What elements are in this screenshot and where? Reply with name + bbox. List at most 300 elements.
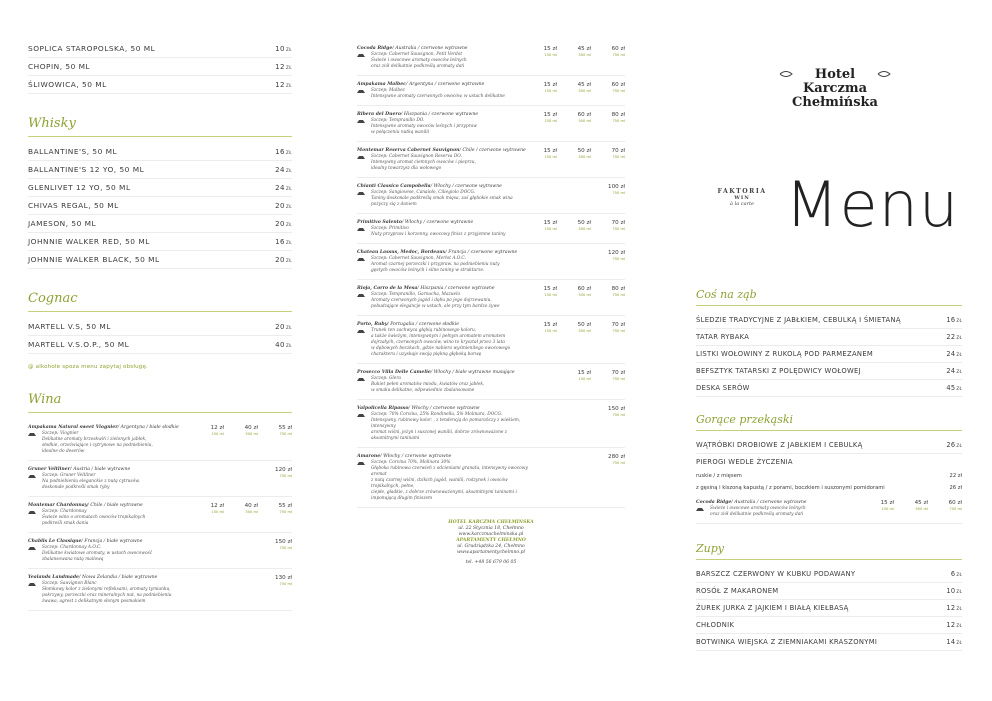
logo-name: Karczma Chełmińska [792, 81, 878, 110]
menu-item [28, 318, 292, 336]
cognac-list [28, 318, 292, 354]
wine-price-unit: 750 ml [279, 474, 292, 478]
wine-detail: Intensywne aromaty czerwonych owoców, w ustach delikatne [371, 94, 505, 99]
wine-detail: w połączeniu nutką wanilii [371, 130, 430, 135]
wine-item [357, 316, 625, 364]
wine-item [357, 448, 625, 508]
hotel-logo [760, 68, 910, 110]
wine-price-unit: 750 ml [612, 461, 625, 465]
wine-origin: / Austria / białe wytrawne [70, 467, 131, 472]
wine-price-unit: 750 ml [612, 413, 625, 417]
footer-hotel-name: HOTEL KARCZMA CHEŁMIŃSKA [448, 520, 534, 525]
wine-price-value: 40 zł [244, 503, 258, 509]
wine-price [597, 454, 625, 466]
wine-description [28, 503, 202, 527]
wine-price-value: 120 zł [275, 467, 292, 473]
menu-item-price [946, 604, 962, 612]
menu-item [696, 617, 962, 634]
cos-na-zab-title: Coś na ząb [696, 288, 962, 306]
wine-detail: Szczep: Chardonnay [28, 509, 202, 515]
wine-detail: słodkie, orzeźwiające i cytrynowe na podniebieniu, [42, 443, 153, 448]
wine-price-value: 120 zł [608, 250, 625, 256]
menu-item-name: DESKA SERÓW [696, 384, 750, 392]
wine-origin: / Chile / czerwone wytrawne [459, 148, 526, 153]
wine-price [535, 46, 557, 58]
wine-prices [535, 148, 625, 172]
wine-price [900, 500, 928, 512]
price-currency: ZŁ [956, 640, 962, 645]
wine-detail: pokrzywy, porzeczki oraz mineralnych nut, na podniebieniu [42, 593, 172, 598]
grape-icon [357, 191, 365, 195]
wine-price [535, 220, 557, 232]
wine-origin: / Włochy / czerwone wytrawne [408, 406, 480, 411]
wine-price-value: 50 zł [577, 220, 591, 226]
menu-item [28, 143, 292, 161]
wine-price-unit: 500 ml [578, 53, 591, 57]
wine-price-value: 150 zł [608, 406, 625, 412]
gorace-list [696, 437, 962, 454]
wine-price-value: 15 zł [880, 500, 894, 506]
wine-detail: gęstych owoców leśnych i silne taniny w strukturze. [371, 268, 485, 273]
wine-name: Porto, Ruby [357, 322, 388, 327]
price-currency: ZŁ [956, 589, 962, 594]
wine-price-unit: 750 ml [612, 257, 625, 261]
price-currency: ZŁ [286, 186, 292, 191]
price-currency: ZŁ [286, 240, 292, 245]
wine-price-value: 15 zł [577, 370, 591, 376]
win-text: WIN [734, 195, 750, 201]
wine-price-unit: 150 ml [578, 377, 591, 381]
wine-price-unit: 500 ml [578, 293, 591, 297]
menu-item-name: BOTWINKA WIEJSKA Z ZIEMNIAKAMI KRASZONYMI [696, 638, 878, 646]
price-currency: ZŁ [286, 343, 292, 348]
wine-price [597, 220, 625, 232]
grape-icon [357, 293, 365, 297]
menu-item [696, 583, 962, 600]
grape-icon [357, 257, 365, 261]
grape-icon [28, 474, 36, 478]
wine-price-value: 15 zł [543, 286, 557, 292]
wine-prices [535, 286, 625, 310]
wine-detail: Intensywny, rubinowy kolor. , z tendencją do pomarańczy z wiekiem, intensywny [371, 418, 521, 429]
wine-origin: / Chile / białe wytrawne [87, 503, 143, 508]
grape-icon [357, 227, 365, 231]
column-red-wines [357, 40, 625, 566]
wine-name: Primitivo Salento [357, 220, 402, 225]
wine-price-unit: 750 ml [612, 191, 625, 195]
menu-item-price [275, 256, 292, 264]
logo-hotel: Hotel [814, 67, 856, 82]
pierogi-options [696, 470, 962, 494]
grape-icon [357, 155, 365, 159]
price-value: 12 [946, 621, 956, 629]
menu-item-price [275, 202, 292, 210]
wine-description [28, 575, 202, 605]
wine-price-unit: 500 ml [578, 329, 591, 333]
wine-detail: Świeże wino o aromatach owoców tropikalnych [42, 515, 146, 520]
menu-item [28, 197, 292, 215]
wine-prices [202, 425, 292, 455]
footer-hotel-address: ul. 22 Stycznia 18, Chełmno [458, 526, 524, 531]
wine-detail: Delikatne kwiatowe aromaty, w ustach owocowość [42, 551, 153, 556]
wine-name: Montemar Reserva Cabernet Sauvignon [357, 148, 460, 153]
column-food [696, 288, 962, 651]
wine-detail: idealne do deserów [42, 449, 85, 454]
wine-price-unit: 150 ml [544, 227, 557, 231]
menu-item-price [275, 323, 292, 331]
wine-name: Prosecco Villa Delle Camelie [357, 370, 431, 375]
menu-item [696, 346, 962, 363]
pierogi-option [696, 470, 962, 482]
wine-detail: Intensywne aromaty owoców leśnych i przypraw [371, 124, 477, 129]
wine-price [872, 500, 894, 512]
menu-item [28, 215, 292, 233]
wine-price [535, 286, 557, 298]
wine-name: Cocoda Ridge [696, 500, 732, 505]
wine-price-value: 15 zł [543, 82, 557, 88]
wine-price-value: 60 zł [611, 46, 625, 52]
wine-price-value: 12 zł [210, 425, 224, 431]
price-currency: ZŁ [956, 352, 962, 357]
wine-price [202, 425, 224, 437]
wine-origin: / Portugalia / czerwone słodkie [387, 322, 460, 327]
wine-detail: zbalansowana nutą mailową [42, 557, 104, 562]
wine-price-unit: 500 ml [245, 510, 258, 514]
wine-item [357, 400, 625, 448]
wine-detail: pobudzające elegancje w ustach, ale przy tym bardzo żywe [371, 304, 500, 309]
price-value: 20 [275, 256, 285, 264]
wine-price-value: 60 zł [577, 112, 591, 118]
wine-price-unit: 750 ml [949, 507, 962, 511]
wine-price [535, 112, 557, 124]
menu-item-price [946, 621, 962, 629]
wine-price-value: 80 zł [611, 112, 625, 118]
grape-icon [28, 510, 36, 514]
wine-price-value: 60 zł [611, 82, 625, 88]
wine-price-value: 70 zł [611, 148, 625, 154]
menu-item-name: WĄTRÓBKI DROBIOWE Z JABŁKIEM I CEBULKĄ [696, 441, 863, 449]
wina-list [28, 419, 292, 611]
menu-item [28, 58, 292, 76]
price-value: 14 [946, 638, 956, 646]
wine-price-unit: 750 ml [279, 510, 292, 514]
column-spirits [28, 40, 292, 611]
menu-item-price [275, 184, 292, 192]
grape-icon [696, 507, 704, 511]
menu-item [696, 380, 962, 397]
price-value: 16 [946, 316, 956, 324]
wine-price-value: 280 zł [608, 454, 625, 460]
wine-prices [202, 467, 292, 491]
wine-price-unit: 500 ml [578, 119, 591, 123]
price-value: 16 [275, 148, 285, 156]
price-currency: ZŁ [286, 168, 292, 173]
wine-price [264, 467, 292, 479]
wine-detail: Szczep: Corvina 70%, Molinara 30% [357, 460, 535, 466]
pierogi-option-name: z gęsiną i kiszoną kapustą / z porami, boczkiem i suszonymi pomidorami [696, 485, 885, 491]
price-currency: ZŁ [286, 204, 292, 209]
wine-price-unit: 750 ml [612, 227, 625, 231]
menu-item-price [951, 570, 962, 578]
wine-price-unit: 750 ml [279, 432, 292, 436]
wine-origin: / Włochy / czerwone wytrawne [430, 184, 502, 189]
wine-description [357, 454, 535, 502]
wine-item [357, 178, 625, 214]
wine-name: Chianti Classico Campobella [357, 184, 431, 189]
wine-detail: z nutą czarnej wiśni, dzikich jagód, wanilii, rodzynek i owoców tropikalnych, pełne, [371, 478, 508, 489]
price-currency: ZŁ [956, 443, 962, 448]
footer-apartments-name: APARTAMENTY CHEŁMNO [456, 538, 526, 543]
wine-name: Yealands Landmade [28, 575, 79, 580]
wine-prices [535, 370, 625, 394]
menu-item [696, 634, 962, 651]
wine-price [563, 220, 591, 232]
wine-origin: / Francja / czerwone wytrawne [445, 250, 518, 255]
wine-prices [535, 322, 625, 358]
wina-title: Wina [28, 392, 292, 413]
wine-origin: / Francja / białe wytrawne [81, 539, 143, 544]
wine-detail: w smaku delikatne, odpowiednio zbalansowane [371, 388, 475, 393]
price-value: 16 [275, 238, 285, 246]
wine-detail: aromat wiśni, jeżyn i suszonej wanilii, dobrze zrównoważone z aksamitnymi taninami [371, 430, 508, 441]
menu-item [28, 76, 292, 94]
price-value: 12 [275, 81, 285, 89]
wine-item [28, 569, 292, 611]
wine-price-value: 60 zł [948, 500, 962, 506]
wine-detail: Szczep: Tempranillo, Garnacha, Mazuelo [357, 292, 535, 298]
wine-item [357, 364, 625, 400]
wine-prices [202, 539, 292, 563]
wine-detail: Szczep: Primitivo [357, 226, 535, 232]
pierogi-option-price: 26 zł [949, 485, 962, 491]
wine-detail: Delikatne aromaty brzoskwiń i zielonych jabłek, [42, 437, 147, 442]
menu-item [696, 312, 962, 329]
menu-item [28, 233, 292, 251]
wine-price-unit: 150 ml [544, 89, 557, 93]
footer-phone: tel. +48 56 679 06 05 [465, 560, 517, 565]
wine-description [357, 112, 535, 136]
footer-apartments-address: ul. Grudziądzka 24, Chełmno [457, 544, 525, 549]
pierogi-option [696, 482, 962, 494]
wine-detail: w dębowych beczkach, gdzie nabiera wyśmienitego owocowego [371, 346, 511, 351]
menu-item [28, 336, 292, 354]
wine-detail: Na podniebieniu eleganckie z nutą cytrusów, [42, 479, 140, 484]
wine-detail: Aromat czarnej porzeczki i przypraw, na podniebieniu nuty [371, 262, 500, 267]
menu-item-price [275, 341, 292, 349]
alcohol-note: @ alkohole spoza menu zapytaj obsługę. [28, 364, 149, 370]
wine-price-unit: 750 ml [612, 89, 625, 93]
menu-item-price [946, 333, 962, 341]
wine-detail: Aromaty czerwonych jagód i dębu po jego dojrzewaniu, [371, 298, 492, 303]
menu-item-name: MARTELL V.S.O.P., 50 ML [28, 340, 130, 349]
logo-ornament-icon [760, 71, 910, 77]
wine-detail: oraz ziół delikatnie podkreślą aromaty dań [371, 64, 465, 69]
menu-item-name: BARSZCZ CZERWONY W KUBKU PODAWANY [696, 570, 856, 578]
price-currency: ZŁ [956, 606, 962, 611]
wine-prices [535, 82, 625, 100]
wine-detail: pożyczy się z daniem [371, 202, 417, 207]
menu-item-name: ŚLIWOWICA, 50 ML [28, 80, 107, 89]
wine-price [563, 112, 591, 124]
wine-detail: Szczep: Tempranillo DO. [357, 118, 535, 124]
wine-origin: / Włochy / czerwone wytrawne [401, 220, 474, 225]
price-value: 10 [275, 45, 285, 53]
wine-price-value: 40 zł [244, 425, 258, 431]
price-value: 45 [946, 384, 956, 392]
menu-item-price [946, 350, 962, 358]
wine-detail: Trunek ten zachwyca głębią rubinowego koloru, [357, 328, 535, 334]
wine-price-value: 15 zł [543, 148, 557, 154]
wine-detail: Szczep: Cabernet Sauvignon Reserva DO. [357, 154, 535, 160]
price-value: 40 [275, 341, 285, 349]
price-currency: ZŁ [956, 369, 962, 374]
price-currency: ZŁ [956, 572, 962, 577]
menu-item-name: JAMESON, 50 ML [28, 219, 97, 228]
wine-price-unit: 750 ml [612, 155, 625, 159]
grape-icon [357, 329, 365, 333]
wine-price-value: 50 zł [577, 322, 591, 328]
wine-origin: / Australia / czerwone wytrawne [731, 500, 807, 505]
pierogi-row [696, 454, 962, 470]
price-currency: ZŁ [956, 335, 962, 340]
wine-price [230, 425, 258, 437]
menu-item [28, 161, 292, 179]
price-value: 24 [275, 166, 285, 174]
grape-icon [357, 53, 365, 57]
menu-heading: Menu [785, 168, 960, 241]
menu-item-name: CHŁODNIK [696, 621, 735, 629]
menu-item-name: SOPLICA STAROPOLSKA, 50 ML [28, 44, 156, 53]
menu-item-price [946, 638, 962, 646]
wine-price-unit: 750 ml [612, 293, 625, 297]
wine-price [563, 322, 591, 334]
wine-price-unit: 500 ml [245, 432, 258, 436]
wine-price-value: 80 zł [611, 286, 625, 292]
price-currency: ZŁ [956, 318, 962, 323]
wine-price [597, 370, 625, 382]
wine-detail: Bukiet pełen aromatów miodu, kwiatów oraz jabłek, [371, 382, 485, 387]
pierogi-option-name: ruskie / z mięsem [696, 473, 742, 479]
cognac-title: Cognac [28, 291, 292, 312]
wine-name: Gruner Veltliner [28, 467, 71, 472]
footer-hotel-website: www.karczmachelminska.pl [458, 532, 524, 537]
grape-icon [357, 413, 365, 417]
wine-prices [535, 220, 625, 238]
wine-name: Ribera del Duero [357, 112, 401, 117]
wine-detail: Taniny doskonale podkreślą smak mięsa, zaś głębokie smak wina [371, 196, 513, 201]
wine-item [28, 419, 292, 461]
menu-item-price [275, 238, 292, 246]
zupy-list [696, 566, 962, 651]
menu-item [28, 40, 292, 58]
menu-item-name: CHIVAS REGAL, 50 ML [28, 201, 119, 210]
wine-prices [872, 500, 962, 518]
menu-item-name: BALLANTINE'S 12 YO, 50 ML [28, 165, 145, 174]
wine-price-unit: 150 ml [881, 507, 894, 511]
wine-price [597, 184, 625, 196]
red-wines-list [357, 40, 625, 508]
wine-price [597, 322, 625, 334]
faktoria-win-logo [712, 188, 772, 207]
wine-price [563, 286, 591, 298]
wine-price [202, 503, 224, 515]
wine-price-unit: 750 ml [612, 53, 625, 57]
menu-item-price [946, 384, 962, 392]
menu-item-name: JOHNNIE WALKER RED, 50 ML [28, 237, 150, 246]
wine-price-unit: 150 ml [544, 155, 557, 159]
wine-detail: Szczep: Viognier [28, 431, 202, 437]
price-currency: ZŁ [286, 150, 292, 155]
wine-price [597, 112, 625, 124]
grape-icon [357, 461, 365, 465]
wine-origin: / Hiszpania / czerwone wytrawne [417, 286, 495, 291]
wine-price-unit: 150 ml [544, 53, 557, 57]
wine-item [28, 497, 292, 533]
wine-price-value: 130 zł [275, 575, 292, 581]
price-value: 24 [275, 184, 285, 192]
price-value: 12 [275, 63, 285, 71]
wine-origin: / Włochy / czerwone wytrawne [380, 454, 452, 459]
wine-price [535, 322, 557, 334]
price-value: 22 [946, 333, 956, 341]
a-la-carte-text: à la carte [730, 201, 754, 207]
wine-price [535, 148, 557, 160]
wine-detail: Świeże i owocowe aromaty owoców leśnych [696, 506, 872, 512]
wine-origin: / Nowa Zelandia / białe wytrawne [78, 575, 158, 580]
menu-item-name: MARTELL V.S, 50 ML [28, 322, 111, 331]
price-currency: ZŁ [286, 222, 292, 227]
wine-name: Montemar Chardonnay [28, 503, 88, 508]
grape-icon [357, 89, 365, 93]
wine-item [28, 461, 292, 497]
menu-item-price [275, 166, 292, 174]
wine-price-value: 55 zł [278, 503, 292, 509]
price-currency: ZŁ [956, 623, 962, 628]
price-value: 24 [946, 350, 956, 358]
wine-detail: idealny towarzysz dla wołowego [371, 166, 442, 171]
wine-item [357, 280, 625, 316]
wine-price-value: 15 zł [543, 322, 557, 328]
wine-price-unit: 500 ml [915, 507, 928, 511]
wine-description [357, 406, 535, 442]
menu-item-price [946, 367, 962, 375]
wine-origin: / Argentyna / białe słodkie [117, 425, 179, 430]
wine-price-value: 60 zł [577, 286, 591, 292]
wine-origin: / Włochy / białe wytrawne musujące [430, 370, 515, 375]
wine-description [696, 500, 872, 518]
wine-description [357, 148, 535, 172]
price-value: 10 [946, 587, 956, 595]
wine-price-unit: 150 ml [211, 510, 224, 514]
wine-detail: Szczep: Cabernet Sauvignon, Petit Verdot [357, 52, 535, 58]
wine-price-value: 45 zł [914, 500, 928, 506]
wine-name: Amarone [357, 454, 381, 459]
wine-detail: Szczep: 70% Corvina, 25% Rondinella, 5% Molinara, DOCG. [357, 412, 535, 418]
wine-price-unit: 500 ml [578, 155, 591, 159]
menu-item-name: JOHNNIE WALKER BLACK, 50 ML [28, 255, 160, 264]
whisky-list [28, 143, 292, 269]
gorace-title: Gorące przekąski [696, 413, 962, 431]
wine-item [357, 142, 625, 178]
wine-price [264, 425, 292, 437]
spirits-list [28, 40, 292, 94]
wine-detail: podkreśli smak dania [42, 521, 89, 526]
menu-item-price [275, 81, 292, 89]
wine-description [357, 82, 535, 100]
wine-price-value: 45 zł [577, 46, 591, 52]
menu-item [696, 329, 962, 346]
wine-price [597, 250, 625, 262]
